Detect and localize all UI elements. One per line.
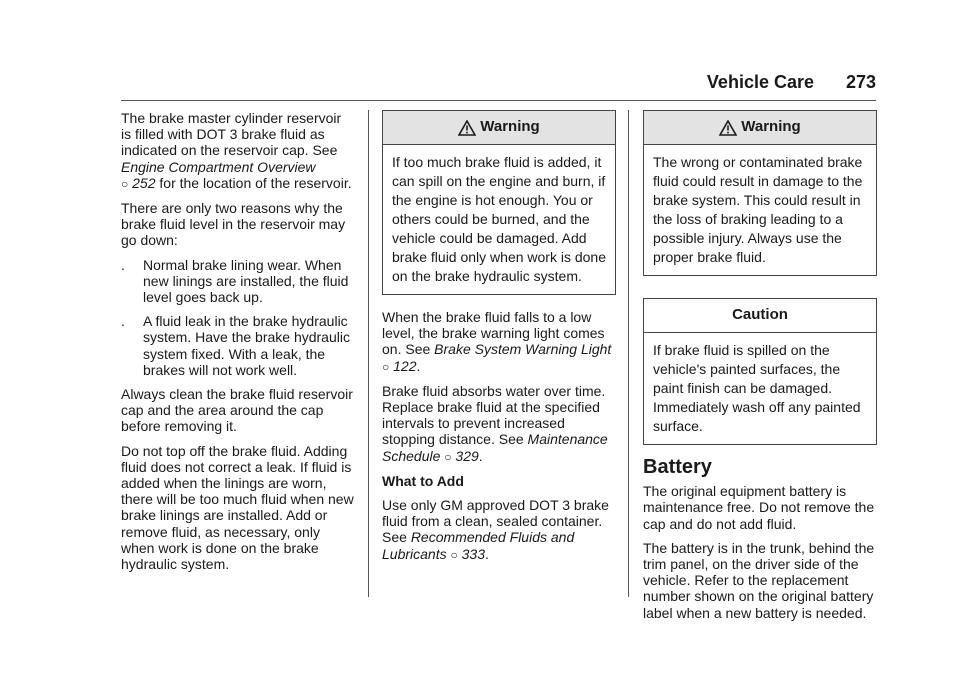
- caution-box: [643, 298, 877, 445]
- warning-body: The wrong or contaminated brake fluid could result in damage to the brake system. This could result in the loss of braking leading to a possible injury. Always use the proper brake fluid.: [653, 154, 863, 265]
- bullet-icon: .: [121, 313, 125, 330]
- warning-header: [644, 111, 876, 145]
- paragraph-reasons: There are only two reasons why the brake fluid level in the reservoir may go down:: [121, 200, 346, 249]
- warning-box: [643, 110, 877, 276]
- page-header: [700, 72, 876, 98]
- page-ref[interactable]: 333: [457, 545, 485, 562]
- page-ref[interactable]: 122: [389, 357, 417, 374]
- warning-title: Warning: [480, 118, 540, 136]
- column-1: [121, 110, 355, 580]
- caution-title: Caution: [732, 306, 788, 324]
- paragraph-clean-cap: Always clean the brake fluid reservoir cap and the area around the cap before removing it.: [121, 386, 353, 435]
- page-ref-icon: ○: [444, 449, 452, 464]
- bullet-icon: .: [121, 256, 125, 273]
- column-divider-2: [628, 110, 629, 597]
- warning-icon: [458, 120, 476, 136]
- warning-header: [383, 111, 615, 145]
- page-ref[interactable]: 252: [128, 174, 156, 191]
- page-ref-icon: ○: [450, 547, 458, 562]
- paragraph-reservoir: The brake master cylinder reservoir is filled with DOT 3 brake fluid as indicated on the reservoir cap. See Engine Compartment Overview ○ 252 for the location of the reservoir.: [121, 110, 352, 191]
- page-ref-icon: ○: [121, 176, 129, 191]
- link-maintenance-schedule[interactable]: Maintenance Schedule: [382, 431, 608, 464]
- paragraph-battery-location: The battery is in the trunk, behind the trim panel, on the driver side of the vehicle. Refer to the replacement number shown on the original battery label when a new battery is needed.: [643, 539, 875, 621]
- paragraph-use-only: Use only GM approved DOT 3 brake fluid from a clean, sealed container. See Recommended Fluids and Lubricants ○ 333.: [382, 497, 609, 562]
- link-brake-warning-light[interactable]: Brake System Warning Light: [434, 341, 612, 358]
- list-item: . A fluid leak in the brake hydraulic system. Have the brake hydraulic system fixed. With a leak, the brakes will not work well.: [121, 313, 350, 378]
- header-rule: [121, 100, 876, 101]
- list-item: . Normal brake lining wear. When new linings are installed, the fluid level goes back up.: [121, 256, 349, 306]
- caution-body: If brake fluid is spilled on the vehicle's painted surfaces, the paint finish can be damaged. Immediately wash off any painted surface.: [653, 342, 861, 434]
- section-title: Vehicle Care: [706, 72, 814, 92]
- column-3: [643, 110, 877, 629]
- heading-battery: Battery: [643, 456, 712, 478]
- paragraph-absorbs-water: Brake fluid absorbs water over time. Replace brake fluid at the specified intervals to prevent increased stopping distance. See Maintenance Schedule ○ 329.: [382, 382, 608, 464]
- warning-box: [382, 110, 616, 295]
- page-ref[interactable]: 329: [451, 447, 479, 464]
- page-number: 273: [845, 72, 876, 92]
- paragraph-low-level: When the brake fluid falls to a low level, the brake warning light comes on. See Brake System Warning Light ○ 122.: [382, 309, 612, 374]
- warning-icon: [719, 120, 737, 136]
- link-recommended-fluids[interactable]: Recommended Fluids and Lubricants: [382, 529, 575, 562]
- column-divider-1: [368, 110, 369, 597]
- warning-title: Warning: [741, 118, 801, 136]
- caution-header: [644, 299, 876, 333]
- column-2: [382, 110, 616, 571]
- page-ref-icon: ○: [382, 359, 390, 374]
- subheading-what-to-add: What to Add: [382, 472, 464, 489]
- link-engine-compartment[interactable]: Engine Compartment Overview: [121, 158, 316, 175]
- paragraph-battery-maintenance: The original equipment battery is maintenance free. Do not remove the cap and do not add fluid.: [643, 483, 875, 532]
- warning-body: If too much brake fluid is added, it can spill on the engine and burn, if the engine is hot enough. You or others could be burned, and the vehicle could be damaged. Add brake fluid only when work is done on the brake hydraulic system.: [392, 154, 607, 284]
- paragraph-top-off: Do not top off the brake fluid. Adding fluid does not correct a leak. If fluid is added when the linings are worn, there will be too much fluid when new brake linings are installed. Add or remove fluid, as necessary, only when work is done on the brake hydraulic system.: [121, 442, 354, 573]
